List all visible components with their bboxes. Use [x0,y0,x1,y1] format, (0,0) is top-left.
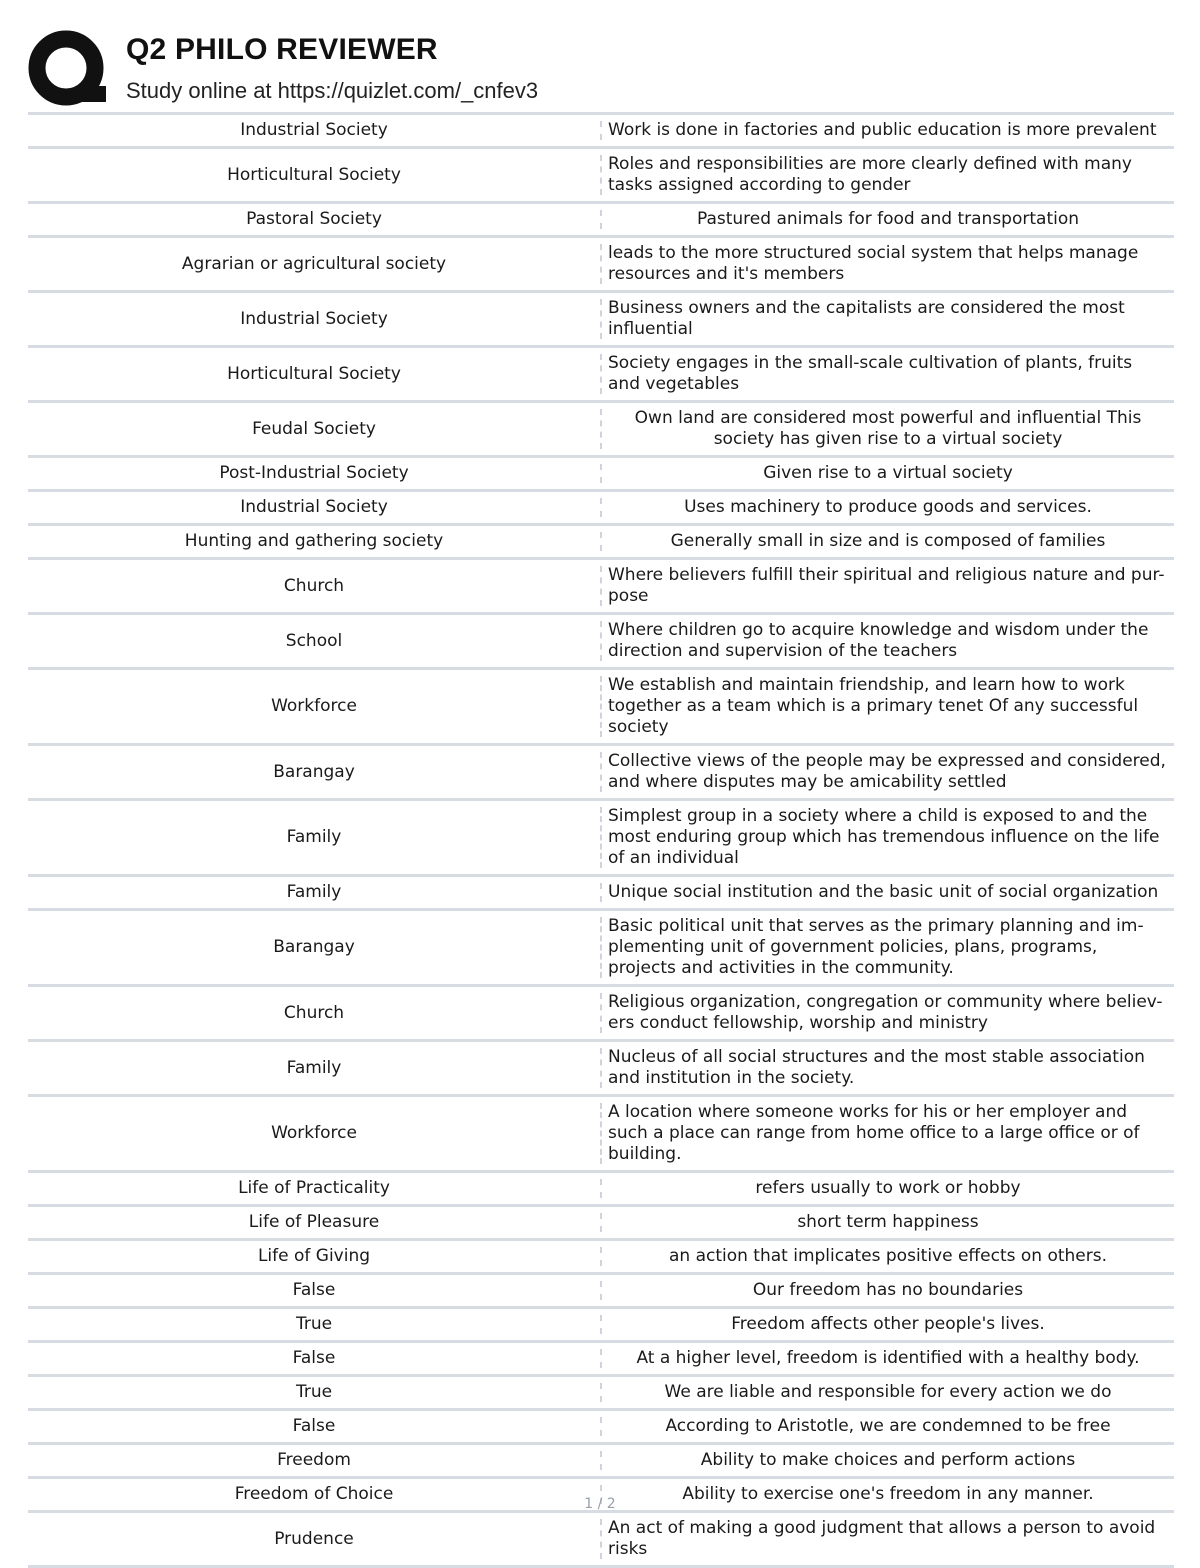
table-row [28,293,1174,348]
definition-cell: Religious organization, congregation or community where believ-ers conduct fellowship, worship and ministry [608,992,1163,1033]
definition-cell: Collective views of the people may be expressed and considered, and where disputes may be amicability settled [608,751,1166,792]
page-title: Q2 PHILO REVIEWER [126,33,438,66]
definition-cell: Work is done in factories and public education is more prevalent [608,120,1157,140]
definition-cell: According to Aristotle, we are condemned to be free [665,1416,1111,1436]
term-cell: Industrial Society [240,308,388,329]
term-cell: True [295,1314,333,1334]
definition-cell: Roles and responsibilities are more clearly defined with many tasks assigned according to gender [608,154,1132,195]
definition-cell: refers usually to work or hobby [755,1178,1021,1198]
term-cell: Family [286,1057,342,1078]
table-row [28,238,1174,293]
table-row [28,801,1174,877]
term-cell: True [295,1382,333,1402]
definition-cell: At a higher level, freedom is identified with a healthy body. [636,1348,1140,1368]
table-row [28,1207,1174,1241]
definition-cell: A location where someone works for his or her employer and such a place can range from home office to a large office or of building. [608,1102,1140,1164]
definition-cell: Unique social institution and the basic unit of social organization [608,882,1159,902]
term-cell: Life of Practicality [238,1178,390,1198]
definition-cell: Generally small in size and is composed of families [670,531,1106,551]
term-cell: Horticultural Society [227,363,401,384]
term-cell: Family [286,882,342,902]
table-row [28,1042,1174,1097]
term-cell: Industrial Society [240,497,388,517]
table-row [28,1445,1174,1479]
table-row [28,348,1174,403]
table-row [28,877,1174,911]
definition-cell: We are liable and responsible for every action we do [664,1382,1112,1402]
term-cell: Freedom [277,1450,351,1470]
table-row [28,746,1174,801]
term-cell: False [292,1416,336,1436]
definition-cell: Basic political unit that serves as the primary planning and im-plementing unit of government policies, plans, programs, projects and activities in the community. [608,916,1144,978]
table-row [28,1173,1174,1207]
definition-cell: leads to the more structured social system that helps manage resources and it's members [608,243,1139,284]
definition-cell: Nucleus of all social structures and the most stable association and institution in the society. [608,1047,1145,1088]
definition-cell: short term happiness [797,1212,979,1232]
table-row [28,458,1174,492]
term-cell: False [292,1280,336,1300]
table-row [28,149,1174,204]
term-cell: False [292,1348,336,1368]
definition-cell: Where children go to acquire knowledge and wisdom under the direction and supervision of the teachers [608,620,1149,661]
term-cell: Barangay [273,937,355,957]
quizlet-q-logo-icon [28,30,108,110]
flashcard-table [28,112,1174,1568]
table-row [28,526,1174,560]
definition-cell: Simplest group in a society where a child is exposed to and the most enduring group which has tremendous influence on the life of an individual [608,806,1160,868]
table-row [28,492,1174,526]
page-header [28,30,1178,110]
table-row [28,1411,1174,1445]
term-cell: Church [283,575,345,596]
definition-cell: Ability to make choices and perform actions [700,1450,1076,1470]
definition-cell: Business owners and the capitalists are considered the most influential [608,298,1125,339]
page-number: 1 / 2 [584,1496,616,1512]
table-row [28,1377,1174,1411]
table-row [28,1513,1174,1568]
term-cell: Horticultural Society [227,164,401,185]
definition-cell: Pastured animals for food and transportation [696,209,1080,229]
term-cell: Industrial Society [240,120,388,140]
term-cell: Life of Giving [257,1246,371,1266]
table-row [28,115,1174,149]
table-row [28,204,1174,238]
definition-cell: Given rise to a virtual society [763,463,1013,483]
table-row [28,911,1174,987]
definition-cell: Society engages in the small-scale cultivation of plants, fruits and vegetables [608,353,1133,394]
term-cell: Freedom of Choice [234,1484,394,1504]
table-row [28,403,1174,458]
definition-cell: Uses machinery to produce goods and services. [684,497,1092,517]
table-row [28,1309,1174,1343]
definition-cell: We establish and maintain friendship, and learn how to work together as a team which is a primary tenet Of any successful society [608,675,1139,737]
table-row [28,670,1174,746]
table-row [28,1241,1174,1275]
term-cell: Pastoral Society [246,209,382,229]
term-cell: Life of Pleasure [248,1212,380,1232]
term-cell: Post-Industrial Society [219,463,409,483]
term-cell: Barangay [273,761,355,782]
definition-cell: Ability to exercise one's freedom in any manner. [682,1484,1094,1504]
term-cell: Hunting and gathering society [184,531,444,551]
study-link-text: Study online at https://quizlet.com/_cnfev3 [126,78,539,103]
definition-cell: Where believers fulfill their spiritual and religious nature and pur-pose [608,565,1165,606]
definition-cell: Freedom affects other people's lives. [731,1314,1045,1334]
table-row [28,1097,1174,1173]
definition-cell: Own land are considered most powerful and influential This society has given rise to a virtual society [634,408,1142,449]
term-cell: Workforce [271,696,357,716]
definition-cell: Our freedom has no boundaries [752,1280,1024,1300]
term-cell: Church [283,1002,345,1023]
table-row [28,615,1174,670]
table-row [28,1343,1174,1377]
table-row [28,987,1174,1042]
definition-cell: an action that implicates positive effects on others. [668,1246,1108,1266]
term-cell: Feudal Society [252,418,376,439]
table-row [28,560,1174,615]
term-cell: Agrarian or agricultural society [181,253,447,274]
term-cell: Family [286,827,342,847]
term-cell: School [285,630,343,651]
term-cell: Prudence [274,1528,354,1549]
term-cell: Workforce [271,1123,357,1143]
definition-cell: An act of making a good judgment that allows a person to avoid risks [608,1518,1156,1559]
table-row [28,1275,1174,1309]
